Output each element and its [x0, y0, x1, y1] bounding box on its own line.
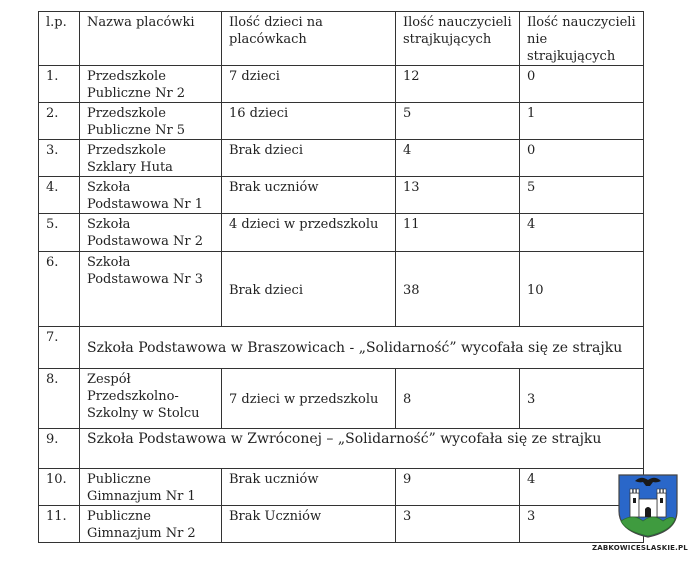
strike-table: [38, 11, 644, 543]
cell-name: Szkoła Podstawowa Nr 1: [80, 177, 222, 214]
table-row: [39, 140, 644, 177]
cell-striking: 8: [396, 369, 520, 429]
cell-not-striking: 3: [520, 506, 644, 543]
cell-name: Przedszkole Szklary Huta: [80, 140, 222, 177]
header-name: Nazwa placówki: [80, 12, 222, 66]
cell-lp: 9.: [39, 429, 80, 469]
table-row: [39, 369, 644, 429]
cell-lp: 3.: [39, 140, 80, 177]
table-row: [39, 214, 644, 252]
cell-lp: 11.: [39, 506, 80, 543]
cell-children: Brak uczniów: [222, 177, 396, 214]
cell-children: Brak dzieci: [222, 140, 396, 177]
table-row: [39, 506, 644, 543]
cell-name: Publiczne Gimnazjum Nr 1: [80, 469, 222, 506]
cell-lp: 8.: [39, 369, 80, 429]
cell-striking: 9: [396, 469, 520, 506]
cell-not-striking: 3: [520, 369, 644, 429]
cell-striking: 38: [396, 252, 520, 327]
cell-lp: 2.: [39, 103, 80, 140]
cell-lp: 6.: [39, 252, 80, 327]
cell-merged-note: Szkoła Podstawowa w Braszowicach - „Solidarność” wycofała się ze strajku: [80, 327, 644, 369]
cell-lp: 10.: [39, 469, 80, 506]
cell-merged-note: Szkoła Podstawowa w Zwróconej – „Solidarność” wycofała się ze strajku: [80, 429, 644, 469]
cell-children: Brak dzieci: [222, 252, 396, 327]
cell-name: Szkoła Podstawowa Nr 3: [80, 252, 222, 327]
table-row: [39, 469, 644, 506]
table-row: [39, 177, 644, 214]
cell-children: 7 dzieci w przedszkolu: [222, 369, 396, 429]
cell-striking: 12: [396, 66, 520, 103]
site-watermark: ZABKOWICESLASKIE.PL: [592, 544, 688, 552]
cell-name: Przedszkole Publiczne Nr 2: [80, 66, 222, 103]
cell-not-striking: 0: [520, 66, 644, 103]
cell-name: Zespół Przedszkolno-Szkolny w Stolcu: [80, 369, 222, 429]
cell-lp: 4.: [39, 177, 80, 214]
table-row: [39, 252, 644, 327]
cell-lp: 5.: [39, 214, 80, 252]
cell-not-striking: 1: [520, 103, 644, 140]
cell-striking: 4: [396, 140, 520, 177]
table-row: [39, 66, 644, 103]
cell-name: Przedszkole Publiczne Nr 5: [80, 103, 222, 140]
cell-children: 16 dzieci: [222, 103, 396, 140]
cell-striking: 11: [396, 214, 520, 252]
cell-children: 7 dzieci: [222, 66, 396, 103]
cell-lp: 1.: [39, 66, 80, 103]
cell-not-striking: 4: [520, 469, 644, 506]
cell-striking: 5: [396, 103, 520, 140]
header-children: Ilość dzieci na placówkach: [222, 12, 396, 66]
header-striking: Ilość nauczycieli strajkujących: [396, 12, 520, 66]
cell-striking: 3: [396, 506, 520, 543]
table-row: [39, 103, 644, 140]
header-row: [39, 12, 644, 66]
cell-name: Publiczne Gimnazjum Nr 2: [80, 506, 222, 543]
cell-children: Brak uczniów: [222, 469, 396, 506]
cell-name: Szkoła Podstawowa Nr 2: [80, 214, 222, 252]
cell-children: Brak Uczniów: [222, 506, 396, 543]
cell-not-striking: 0: [520, 140, 644, 177]
cell-lp: 7.: [39, 327, 80, 369]
coat-of-arms-icon: [617, 473, 679, 539]
cell-not-striking: 4: [520, 214, 644, 252]
header-lp: l.p.: [39, 12, 80, 66]
cell-children: 4 dzieci w przedszkolu: [222, 214, 396, 252]
table-row-merged: [39, 327, 644, 369]
header-not-striking: Ilość nauczycieli nie strajkujących: [520, 12, 644, 66]
cell-not-striking: 10: [520, 252, 644, 327]
cell-not-striking: 5: [520, 177, 644, 214]
table-row-merged: [39, 429, 644, 469]
cell-striking: 13: [396, 177, 520, 214]
